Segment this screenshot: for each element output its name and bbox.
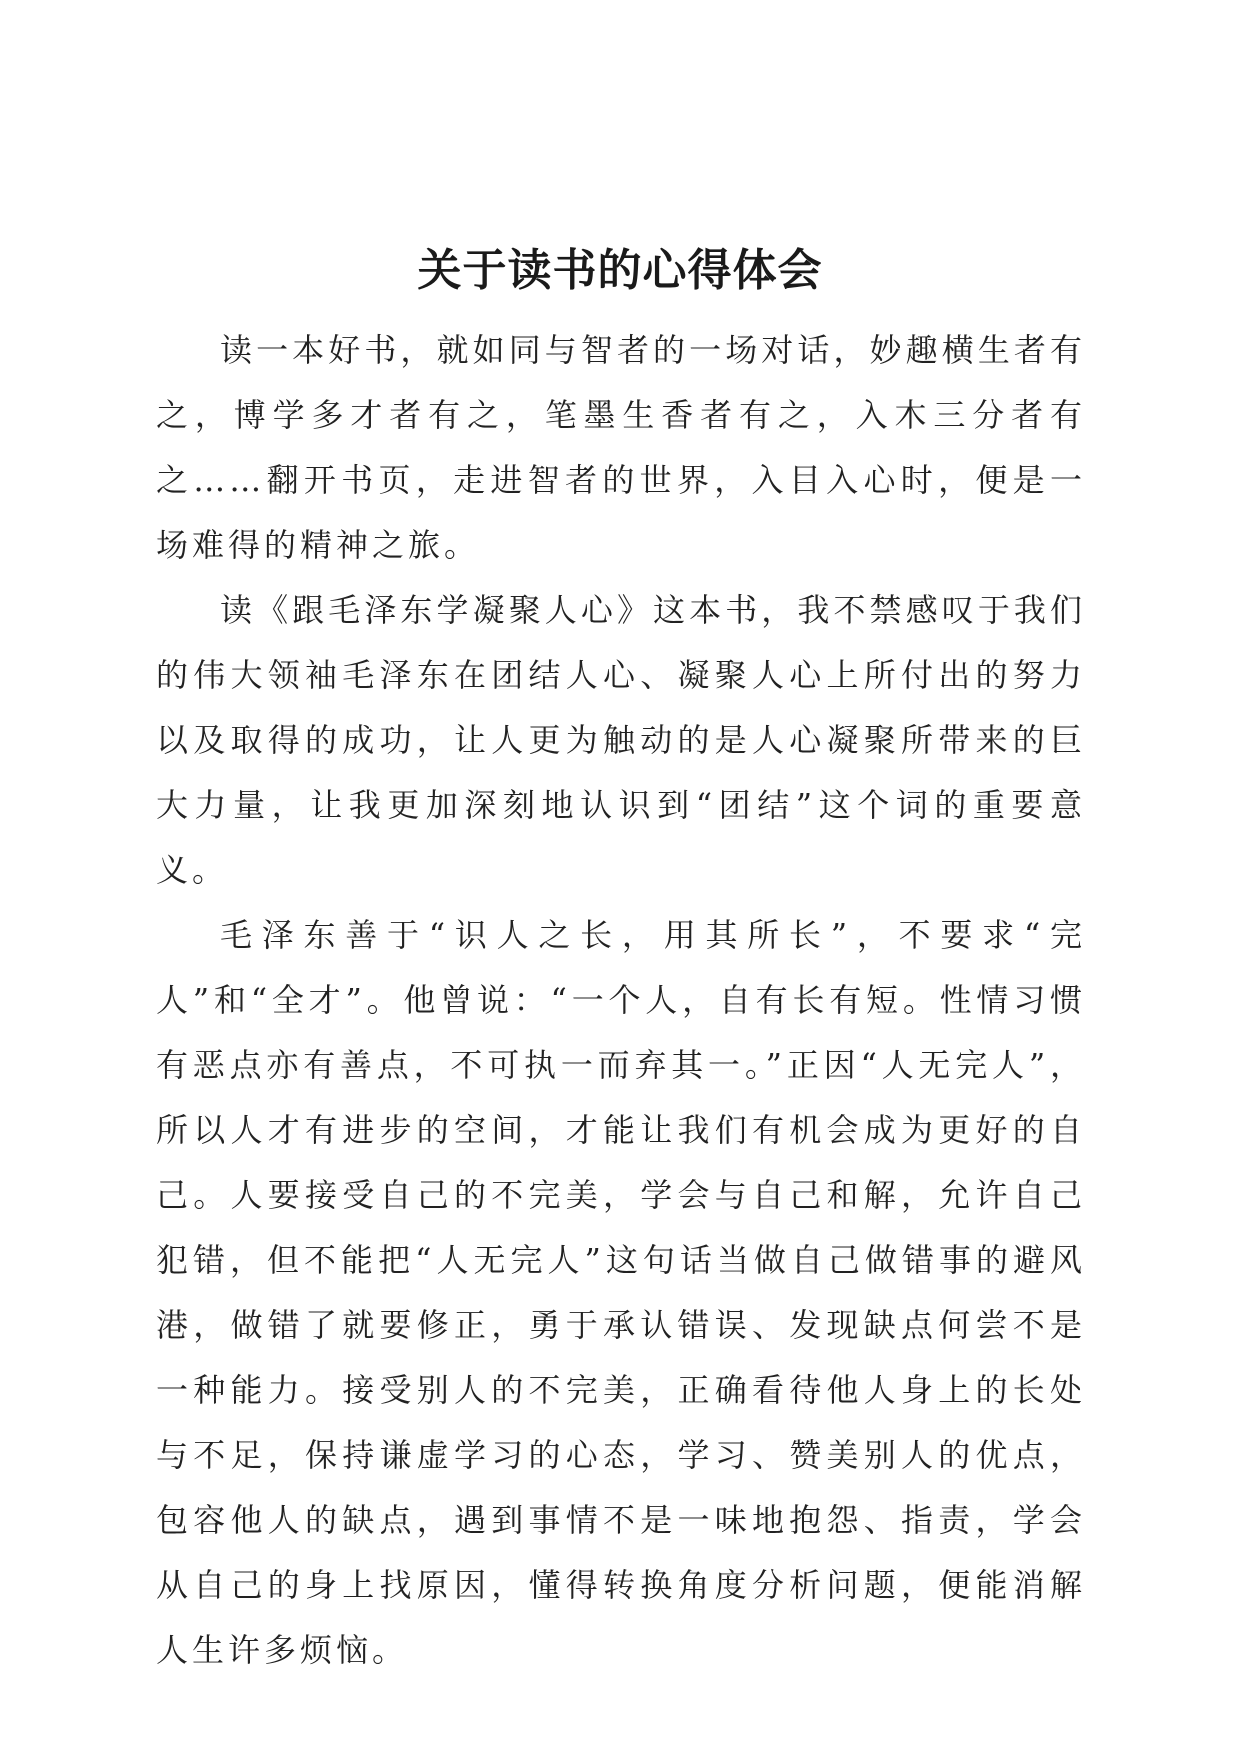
paragraph-1: 读一本好书，就如同与智者的一场对话，妙趣横生者有之，博学多才者有之，笔墨生香者有之，入木三分者有之……翻开书页，走进智者的世界，入目入心时，便是一场难得的精神之旅。 [156,331,1086,564]
document-title: 关于读书的心得体会 [417,245,823,297]
document-body [156,318,1086,1683]
paragraph-3: 毛泽东善于“识人之长，用其所长”，不要求“完人”和“全才”。他曾说：“一个人，自有长有短。性情习惯有恶点亦有善点，不可执一而弃其一。”正因“人无完人”，所以人才有进步的空间，才能让我们有机会成为更好的自己。人要接受自己的不完美，学会与自己和解，允许自己犯错，但不能把“人无完人”这句话当做自己做错事的避风港，做错了就要修正，勇于承认错误、发现缺点何尝不是一种能力。接受别人的不完美，正确看待他人身上的长处与不足，保持谦虚学习的心态，学习、赞美别人的优点，包容他人的缺点，遇到事情不是一味地抱怨、指责，学会从自己的身上找原因，懂得转换角度分析问题，便能消解人生许多烦恼。 [156,916,1086,1669]
paragraph-2: 读《跟毛泽东学凝聚人心》这本书，我不禁感叹于我们的伟大领袖毛泽东在团结人心、凝聚人心上所付出的努力以及取得的成功，让人更为触动的是人心凝聚所带来的巨大力量，让我更加深刻地认识到“团结”这个词的重要意义。 [156,591,1086,889]
